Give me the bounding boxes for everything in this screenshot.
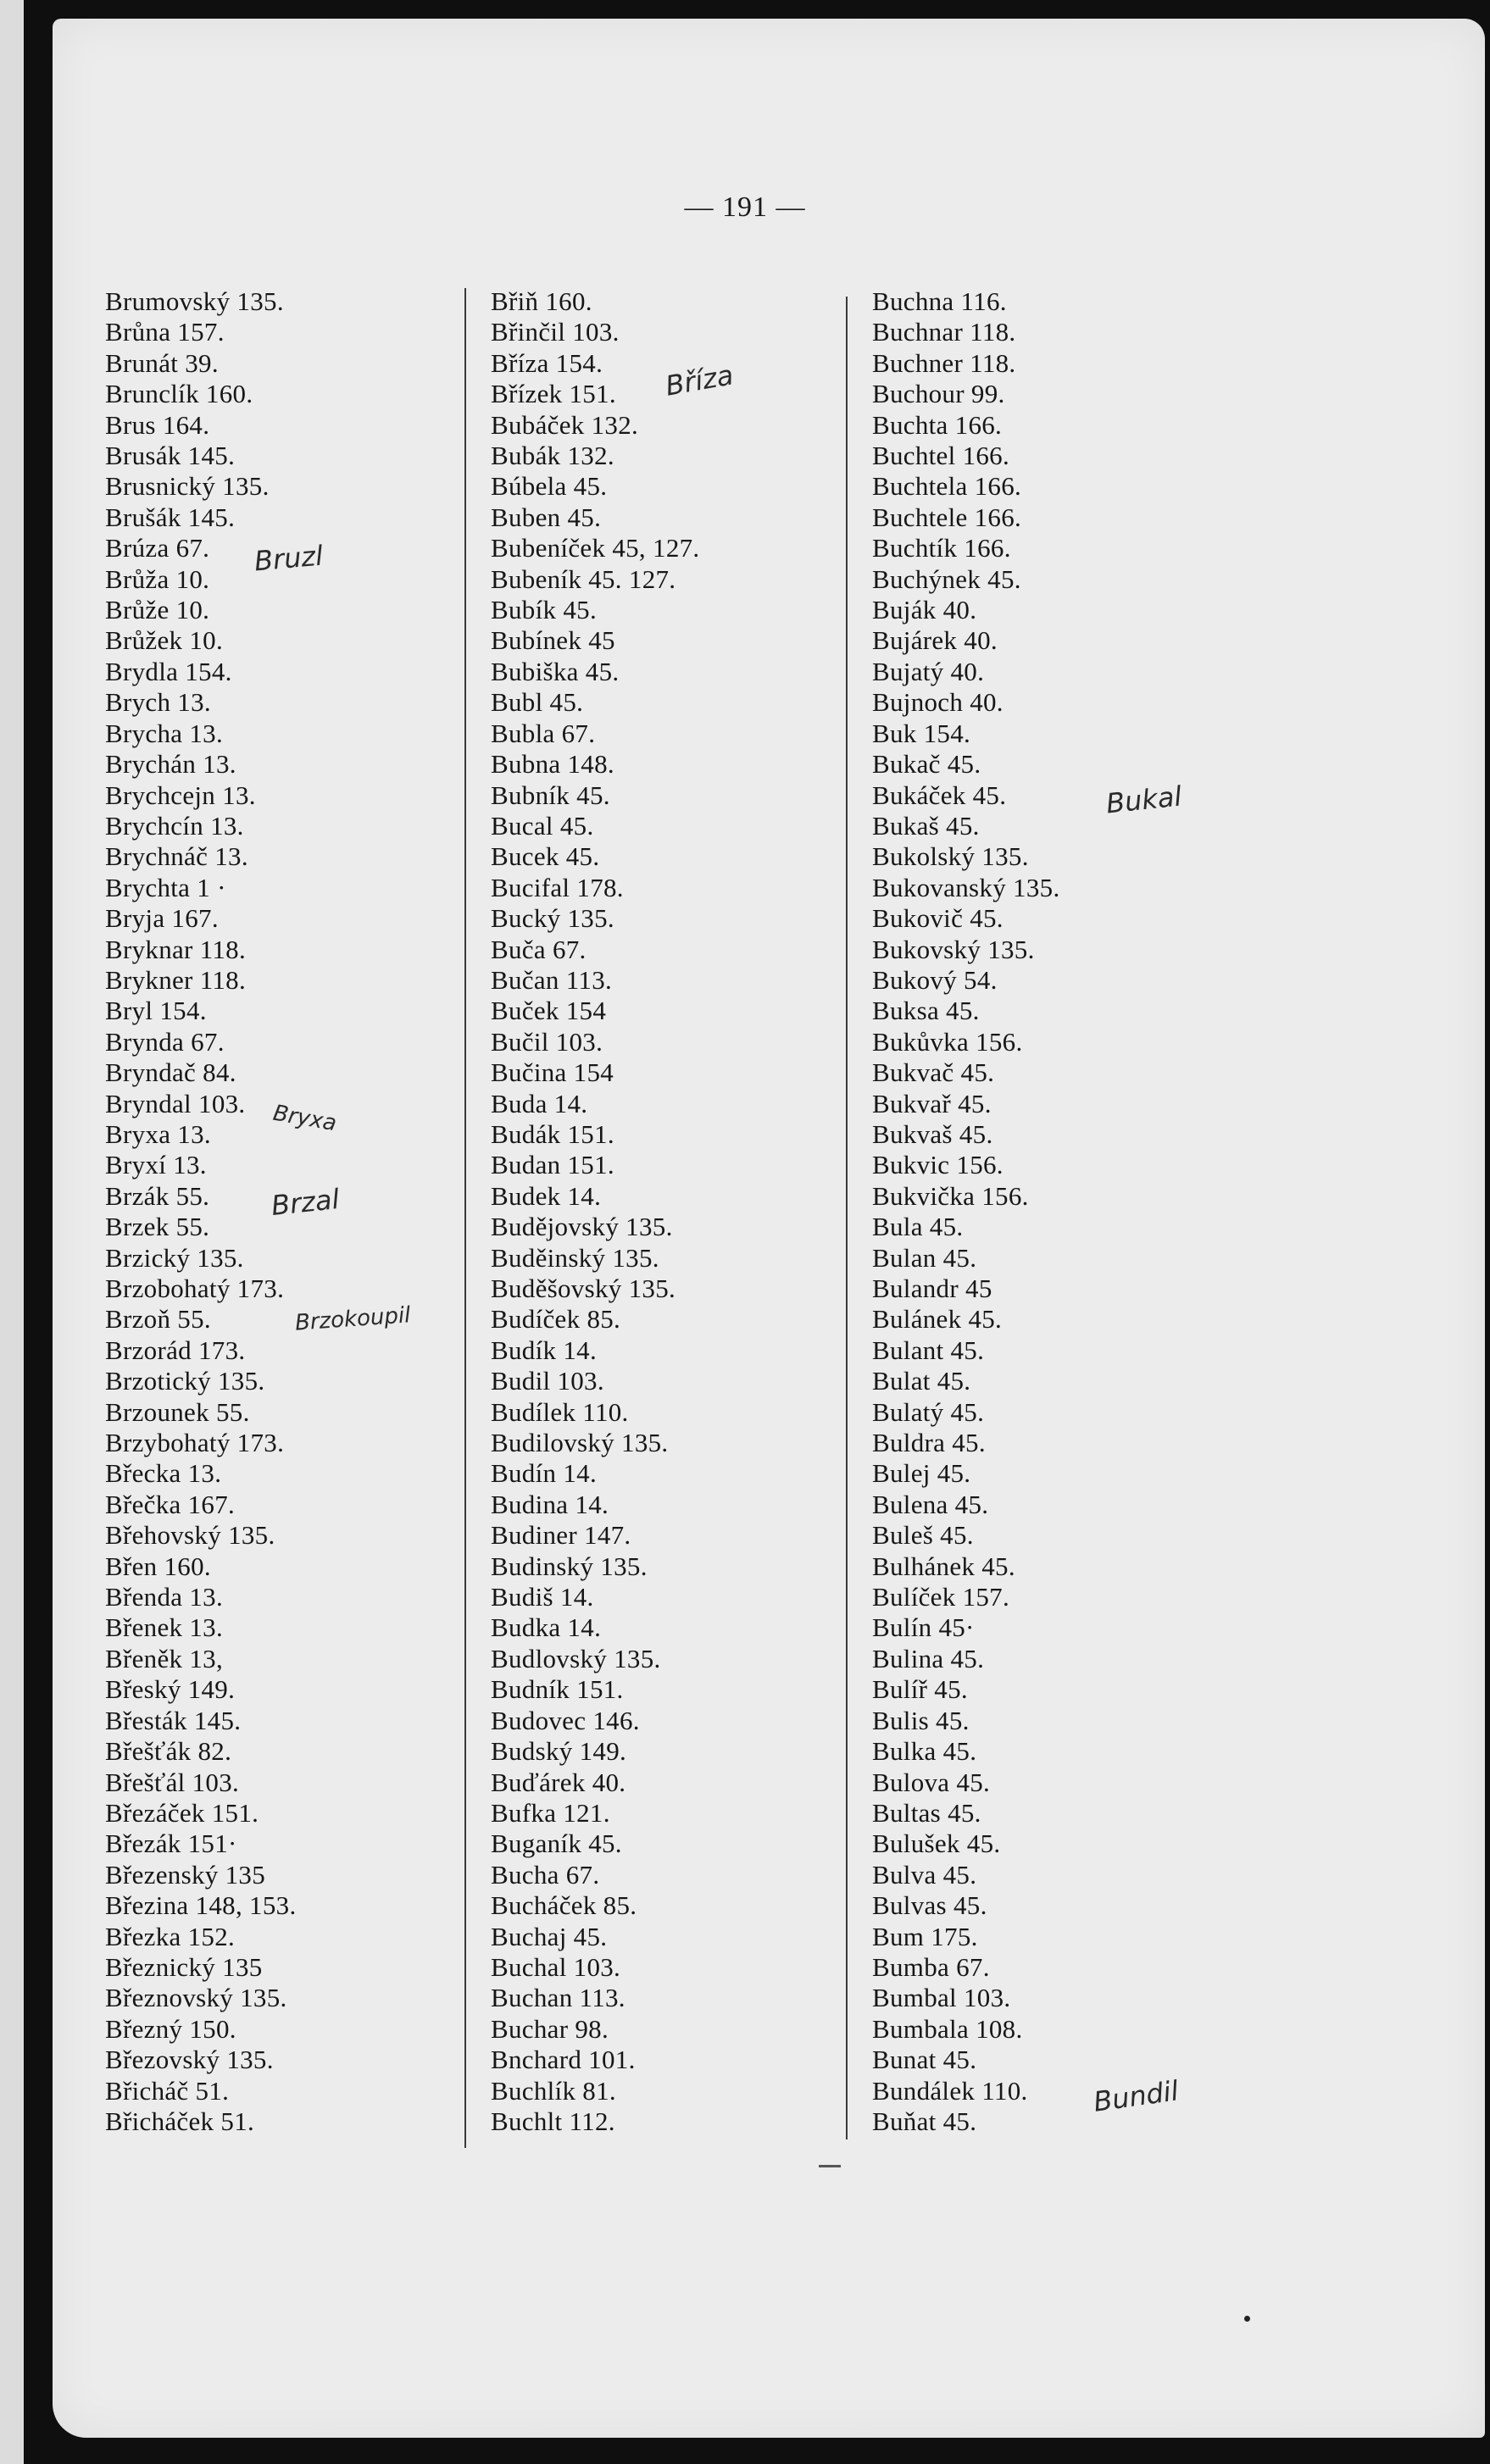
surname-entry: Brůže 10. [105,595,210,625]
surname-entry: Břešťák 82. [105,1736,232,1767]
surname-entry: Buček 154 [491,996,607,1026]
surname-entry: Brychta 1 · [105,872,226,902]
surname-entry: Budek 14. [491,1180,602,1211]
surname-entry: Březnický 135 [105,1951,263,1982]
surname-entry: Brychcín 13. [105,810,244,841]
surname-entry: Búbela 45. [491,471,608,502]
surname-entry: Buděšovský 135. [491,1274,676,1303]
surname-entry: Budílek 110. [491,1396,629,1427]
surname-entry: Budiner 147. [491,1520,631,1551]
surname-entry: Buksa 45. [872,996,980,1026]
surname-entry: Bunat 45. [872,2045,977,2075]
surname-entry: Budka 14. [491,1612,602,1643]
surname-entry: Bukač 45. [872,749,981,780]
surname-entry: Bumba 67. [872,1951,990,1982]
surname-entry: Bulíř 45. [872,1674,968,1705]
surname-entry: Bukolský 135. [872,841,1029,872]
surname-entry: Brzotický 135. [105,1366,265,1396]
surname-entry: Bulat 45. [872,1366,971,1396]
surname-entry: Budil 103. [491,1366,604,1396]
column-divider-2 [846,297,848,2139]
surname-entry: Bříza 154. [491,347,603,378]
surname-entry: Brzounek 55. [105,1396,250,1427]
surname-entry: Budník 151. [491,1674,624,1705]
surname-entry: Budín 14. [491,1458,597,1489]
surname-entry: Budiš 14. [491,1582,594,1612]
surname-entry: Bulhánek 45. [872,1551,1015,1581]
surname-entry: Bnchard 101. [491,2045,636,2075]
surname-entry: Bubík 45. [491,595,597,625]
surname-entry: Budíček 85. [491,1304,621,1335]
surname-entry: Bufka 121. [491,1797,610,1828]
surname-entry: Bubák 132. [491,441,614,471]
surname-entry: Buča 67. [491,934,587,964]
surname-entry: Bryndal 103. [105,1088,246,1118]
surname-entry: Bučil 103. [491,1026,603,1057]
surname-entry: Bujnoch 40. [872,687,1004,718]
surname-entry: Brynda 67. [105,1026,225,1057]
surname-entry: Bubínek 45 [491,625,615,656]
surname-entry: Bulvas 45. [872,1890,987,1921]
surname-entry: Břicháček 51. [105,2106,255,2136]
surname-entry: Buganík 45. [491,1829,622,1859]
surname-entry: Buben 45. [491,502,602,532]
surname-entry: Březáček 151. [105,1797,259,1828]
surname-entry: Bubla 67. [491,718,596,748]
surname-column-3 [872,286,1228,2137]
surname-entry: Brůna 157. [105,317,225,347]
surname-entry: Bulan 45. [872,1242,977,1273]
surname-entry: Brycha 13. [105,718,224,748]
surname-entry: Brzybohatý 173. [105,1428,285,1458]
surname-entry: Budan 151. [491,1150,614,1180]
surname-entry: Bubna 148. [491,749,614,780]
surname-entry: Brusák 145. [105,441,236,471]
surname-entry: Bulíček 157. [872,1582,1010,1612]
surname-entry: Bulova 45. [872,1767,991,1797]
surname-entry: Bula 45. [872,1212,964,1242]
surname-entry: Buďárek 40. [491,1767,626,1797]
surname-entry: Bukvař 45. [872,1088,992,1118]
surname-entry: Březina 148, 153. [105,1890,297,1921]
surname-entry: Bumbala 108. [872,2013,1023,2044]
surname-entry: Buchour 99. [872,379,1005,409]
surname-entry: Bulandr 45 [872,1274,992,1303]
handwritten-note: Brzokoupil [294,1302,412,1336]
surname-entry: Buchtele 166. [872,502,1022,532]
surname-entry: Břinčil 103. [491,317,620,347]
surname-entry: Bubeníček 45, 127. [491,533,700,563]
surname-entry: Bukáček 45. [872,780,1007,810]
surname-entry: Břen 160. [105,1551,211,1581]
surname-entry: Brzoň 55. [105,1304,211,1335]
surname-entry: Brunát 39. [105,347,219,378]
surname-entry: Brumovský 135. [105,286,284,316]
surname-entry: Buchtela 166. [872,471,1022,502]
surname-entry: Bum 175. [872,1921,978,1951]
surname-entry: Březnovský 135. [105,1983,287,2013]
surname-entry: Bukovanský 135. [872,872,1060,902]
surname-entry: Brychán 13. [105,749,236,780]
handwritten-note: Bundil [1091,2074,1181,2118]
surname-entry: Brzorád 173. [105,1335,246,1365]
surname-entry: Bryl 154. [105,996,207,1026]
surname-entry: Bucal 45. [491,810,594,841]
surname-entry: Bryndač 84. [105,1057,236,1088]
surname-entry: Budina 14. [491,1489,609,1519]
surname-entry: Bubiška 45. [491,656,620,686]
surname-entry: Břešťál 103. [105,1767,240,1797]
surname-entry: Buchýnek 45. [872,563,1021,594]
surname-entry: Buchar 98. [491,2013,609,2044]
surname-entry: Budovec 146. [491,1705,640,1735]
surname-entry: Budinský 135. [491,1551,648,1581]
handwritten-note: Bukal [1104,780,1184,820]
surname-entry: Buchlík 81. [491,2075,616,2106]
surname-entry: Bulina 45. [872,1643,985,1673]
surname-entry: Buchlt 112. [491,2106,615,2136]
surname-entry: Buldra 45. [872,1428,986,1458]
surname-entry: Brydla 154. [105,656,232,686]
surname-entry: Buchna 116. [872,286,1007,316]
surname-entry: Bujatý 40. [872,656,985,686]
surname-entry: Bryxa 13. [105,1118,211,1149]
surname-entry: Bucháček 85. [491,1890,637,1921]
surname-entry: Buchtel 166. [872,441,1010,471]
surname-entry: Břehovský 135. [105,1520,275,1551]
surname-entry: Břeský 149. [105,1674,236,1705]
surname-entry: Břízek 151. [491,379,616,409]
surname-entry: Buděinský 135. [491,1242,659,1273]
surname-entry: Bryxí 13. [105,1150,207,1180]
surname-entry: Bubáček 132. [491,409,639,440]
surname-entry: Břenek 13. [105,1612,224,1643]
surname-entry: Bulka 45. [872,1736,977,1767]
surname-entry: Bukovič 45. [872,903,1004,934]
handwritten-note: Bryxa [270,1100,339,1137]
surname-entry: Břeněk 13, [105,1643,224,1673]
surname-entry: Brúza 67. [105,533,210,563]
surname-entry: Bukvač 45. [872,1057,995,1088]
surname-entry: Brzák 55. [105,1180,210,1211]
surname-entry: Bukvaš 45. [872,1118,993,1149]
surname-entry: Bučina 154 [491,1057,614,1088]
surname-entry: Bukůvka 156. [872,1026,1023,1057]
surname-entry: Budějovský 135. [491,1212,673,1242]
surname-entry: Buda 14. [491,1088,588,1118]
surname-entry: Brykner 118. [105,964,247,995]
surname-entry: Brusnický 135. [105,471,270,502]
surname-entry: Budlovský 135. [491,1643,661,1673]
surname-entry: Březka 152. [105,1921,236,1951]
surname-entry: Bumbal 103. [872,1983,1011,2013]
surname-entry: Brzek 55. [105,1212,210,1242]
surname-entry: Březovský 135. [105,2045,274,2075]
surname-entry: Bubeník 45. 127. [491,563,676,594]
surname-column-2 [491,286,813,2137]
surname-entry: Bryknar 118. [105,934,247,964]
surname-entry: Břecka 13. [105,1458,222,1489]
surname-entry: Bultas 45. [872,1797,981,1828]
page-number: — 191 — [684,191,806,223]
surname-entry: Buchan 113. [491,1983,625,2013]
handwritten-note: Bruzl [253,539,325,578]
surname-entry: Buňat 45. [872,2106,977,2136]
surname-entry: Buchnar 118. [872,317,1016,347]
surname-entry: Budilovský 135. [491,1428,669,1458]
print-mark [819,2165,841,2167]
surname-entry: Břiň 160. [491,286,592,316]
surname-entry: Brůžek 10. [105,625,224,656]
surname-entry: Buleš 45. [872,1520,974,1551]
surname-entry: Bulušek 45. [872,1829,1001,1859]
surname-entry: Bulej 45. [872,1458,971,1489]
surname-entry: Bubník 45. [491,780,610,810]
surname-entry: Bucha 67. [491,1859,600,1890]
surname-entry: Březák 151· [105,1829,237,1859]
surname-entry: Bulín 45· [872,1612,975,1643]
ink-speck [1244,2316,1250,2322]
surname-entry: Buchal 103. [491,1951,621,1982]
surname-entry: Buják 40. [872,595,977,625]
surname-entry: Břesták 145. [105,1705,242,1735]
surname-entry: Bukaš 45. [872,810,980,841]
surname-entry: Brych 13. [105,687,211,718]
surname-entry: Brzický 135. [105,1242,244,1273]
handwritten-note: Bříza [663,358,737,402]
surname-entry: Bulis 45. [872,1705,970,1735]
surname-entry: Bucek 45. [491,841,600,872]
surname-entry: Brzobohatý 173. [105,1274,285,1303]
surname-entry: Budák 151. [491,1118,614,1149]
surname-entry: Březenský 135 [105,1859,265,1890]
surname-entry: Bucký 135. [491,903,614,934]
surname-entry: Břenda 13. [105,1582,224,1612]
surname-entry: Brunclík 160. [105,379,253,409]
surname-entry: Budský 149. [491,1736,627,1767]
surname-entry: Břečka 167. [105,1489,236,1519]
surname-entry: Brychnáč 13. [105,841,248,872]
surname-entry: Bulva 45. [872,1859,977,1890]
surname-entry: Bukvic 156. [872,1150,1004,1180]
surname-entry: Bulena 45. [872,1489,989,1519]
handwritten-note: Brzal [270,1182,342,1223]
surname-entry: Bukvička 156. [872,1180,1029,1211]
surname-entry: Bulant 45. [872,1335,985,1365]
surname-entry: Buchaj 45. [491,1921,608,1951]
surname-entry: Bulatý 45. [872,1396,985,1427]
surname-entry: Brus 164. [105,409,210,440]
surname-entry: Bucifal 178. [491,872,624,902]
surname-entry: Bulánek 45. [872,1304,1003,1335]
column-divider-1 [464,288,466,2148]
surname-entry: Bukovský 135. [872,934,1035,964]
surname-entry: Brušák 145. [105,502,236,532]
surname-entry: Bujárek 40. [872,625,998,656]
surname-entry: Brychcejn 13. [105,780,256,810]
surname-entry: Buchta 166. [872,409,1003,440]
scan-edge [0,0,34,2464]
surname-entry: Bundálek 110. [872,2075,1028,2106]
surname-entry: Březný 150. [105,2013,236,2044]
surname-entry: Bučan 113. [491,964,613,995]
surname-entry: Bryja 167. [105,903,219,934]
surname-entry: Budík 14. [491,1335,597,1365]
surname-entry: Buk 154. [872,718,971,748]
surname-entry: Brůža 10. [105,563,210,594]
surname-entry: Bubl 45. [491,687,584,718]
surname-entry: Břicháč 51. [105,2075,230,2106]
surname-entry: Buchner 118. [872,347,1016,378]
surname-entry: Buchtík 166. [872,533,1011,563]
surname-entry: Bukový 54. [872,964,998,995]
